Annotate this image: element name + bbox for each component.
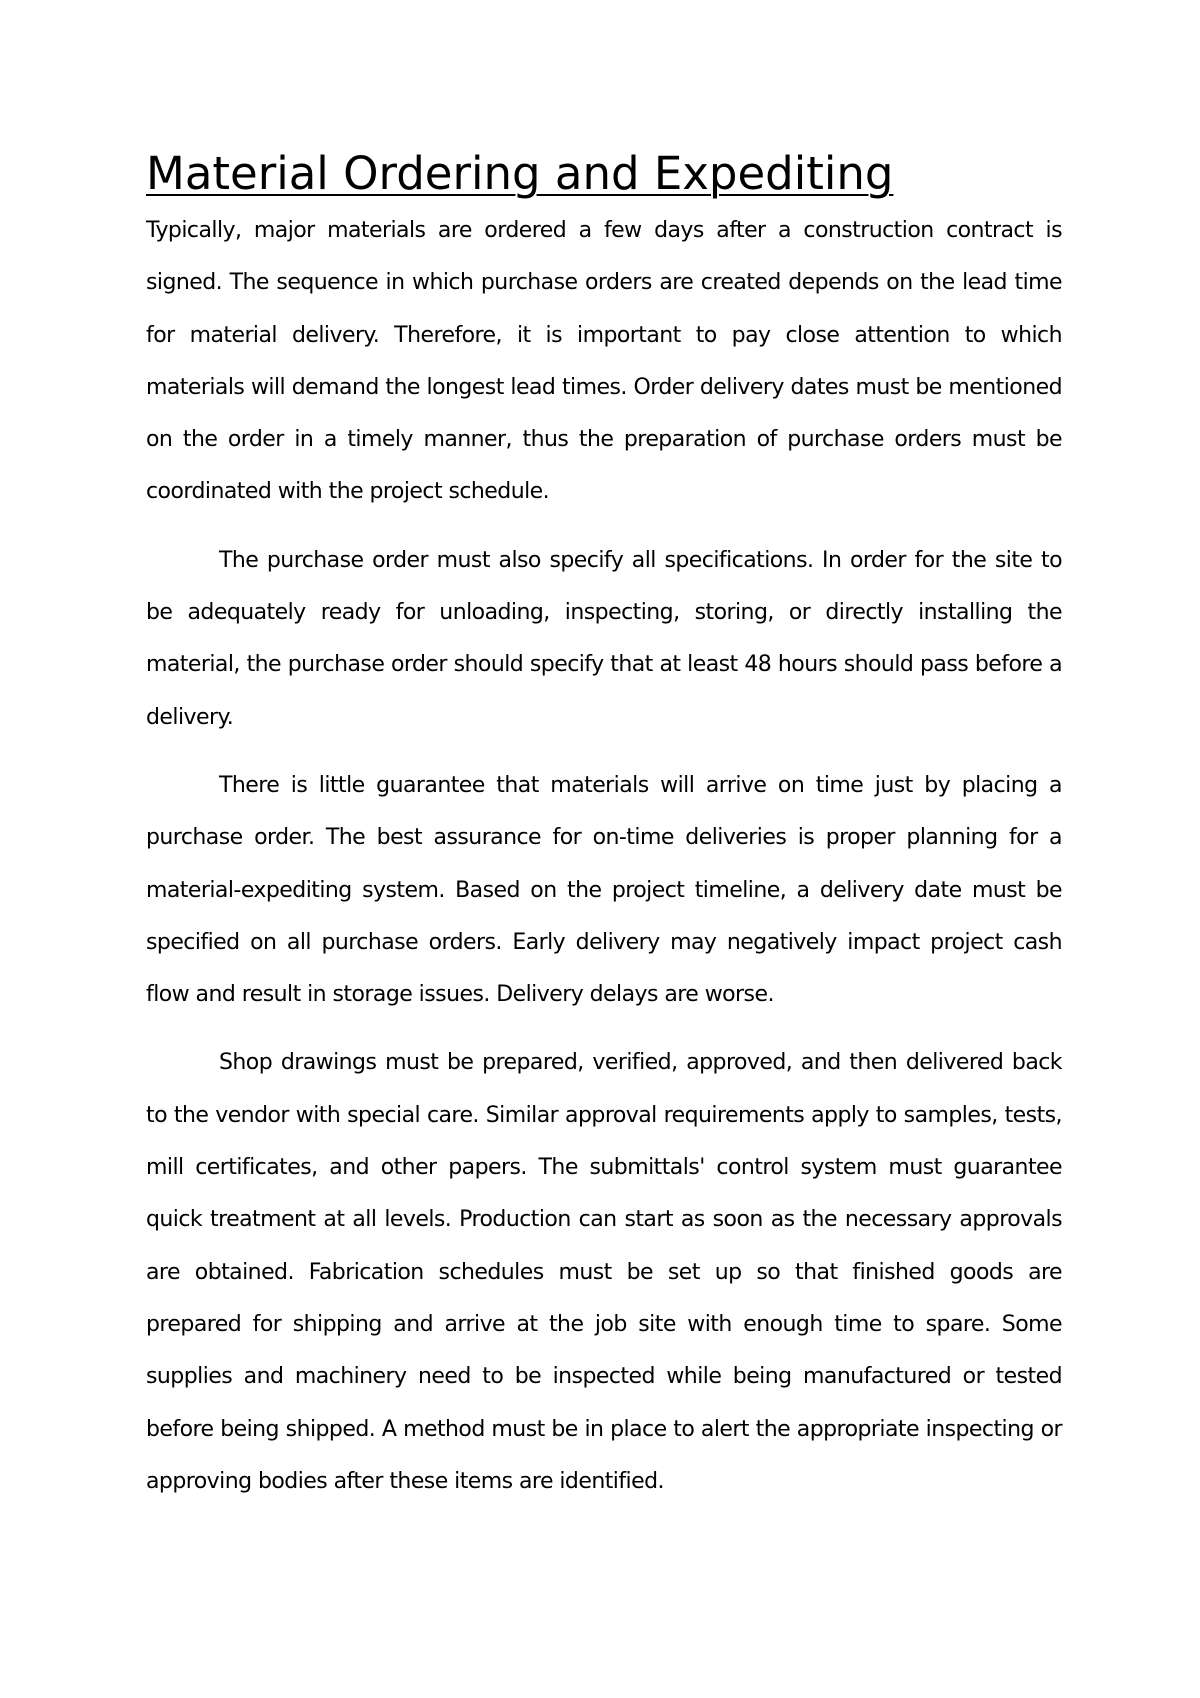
document-title: Material Ordering and Expediting — [146, 147, 894, 200]
paragraph-1: Typically, major materials are ordered a few days after a construction contract is signed. The sequence in which purchase orders are created depends on the lead time for material delivery. Therefore, it is important to pay close attention to which materials will demand the longest lead times. Order delivery dates must be mentioned on the order in a timely manner, thus the preparation of purchase orders must be coordinated with the project schedule. — [146, 218, 1062, 505]
paragraph-4: Shop drawings must be prepared, verified, approved, and then delivered back to the vendor with special care. Similar approval requirements apply to samples, tests, mill certificates, and other papers. The submittals' control system must guarantee quick treatment at all levels. Production can start as soon as the necessary approvals are obtained. Fabrication schedules must be set up so that finished goods are prepared for shipping and arrive at the job site with enough time to spare. Some supplies and machinery need to be inspected while being manufactured or tested before being shipped. A method must be in place to alert the appropriate inspecting or approving bodies after these items are identified. — [146, 1050, 1062, 1494]
document-body — [146, 142, 1062, 1508]
paragraph-2: The purchase order must also specify all specifications. In order for the site to be adequately ready for unloading, inspecting, storing, or directly installing the material, the purchase order should specify that at least 48 hours should pass before a delivery. — [146, 547, 1062, 730]
paragraph-3: There is little guarantee that materials will arrive on time just by placing a purchase order. The best assurance for on-time deliveries is proper planning for a material-expediting system. Based on the project timeline, a delivery date must be specified on all purchase orders. Early delivery may negatively impact project cash flow and result in storage issues. Delivery delays are worse. — [146, 772, 1062, 1008]
